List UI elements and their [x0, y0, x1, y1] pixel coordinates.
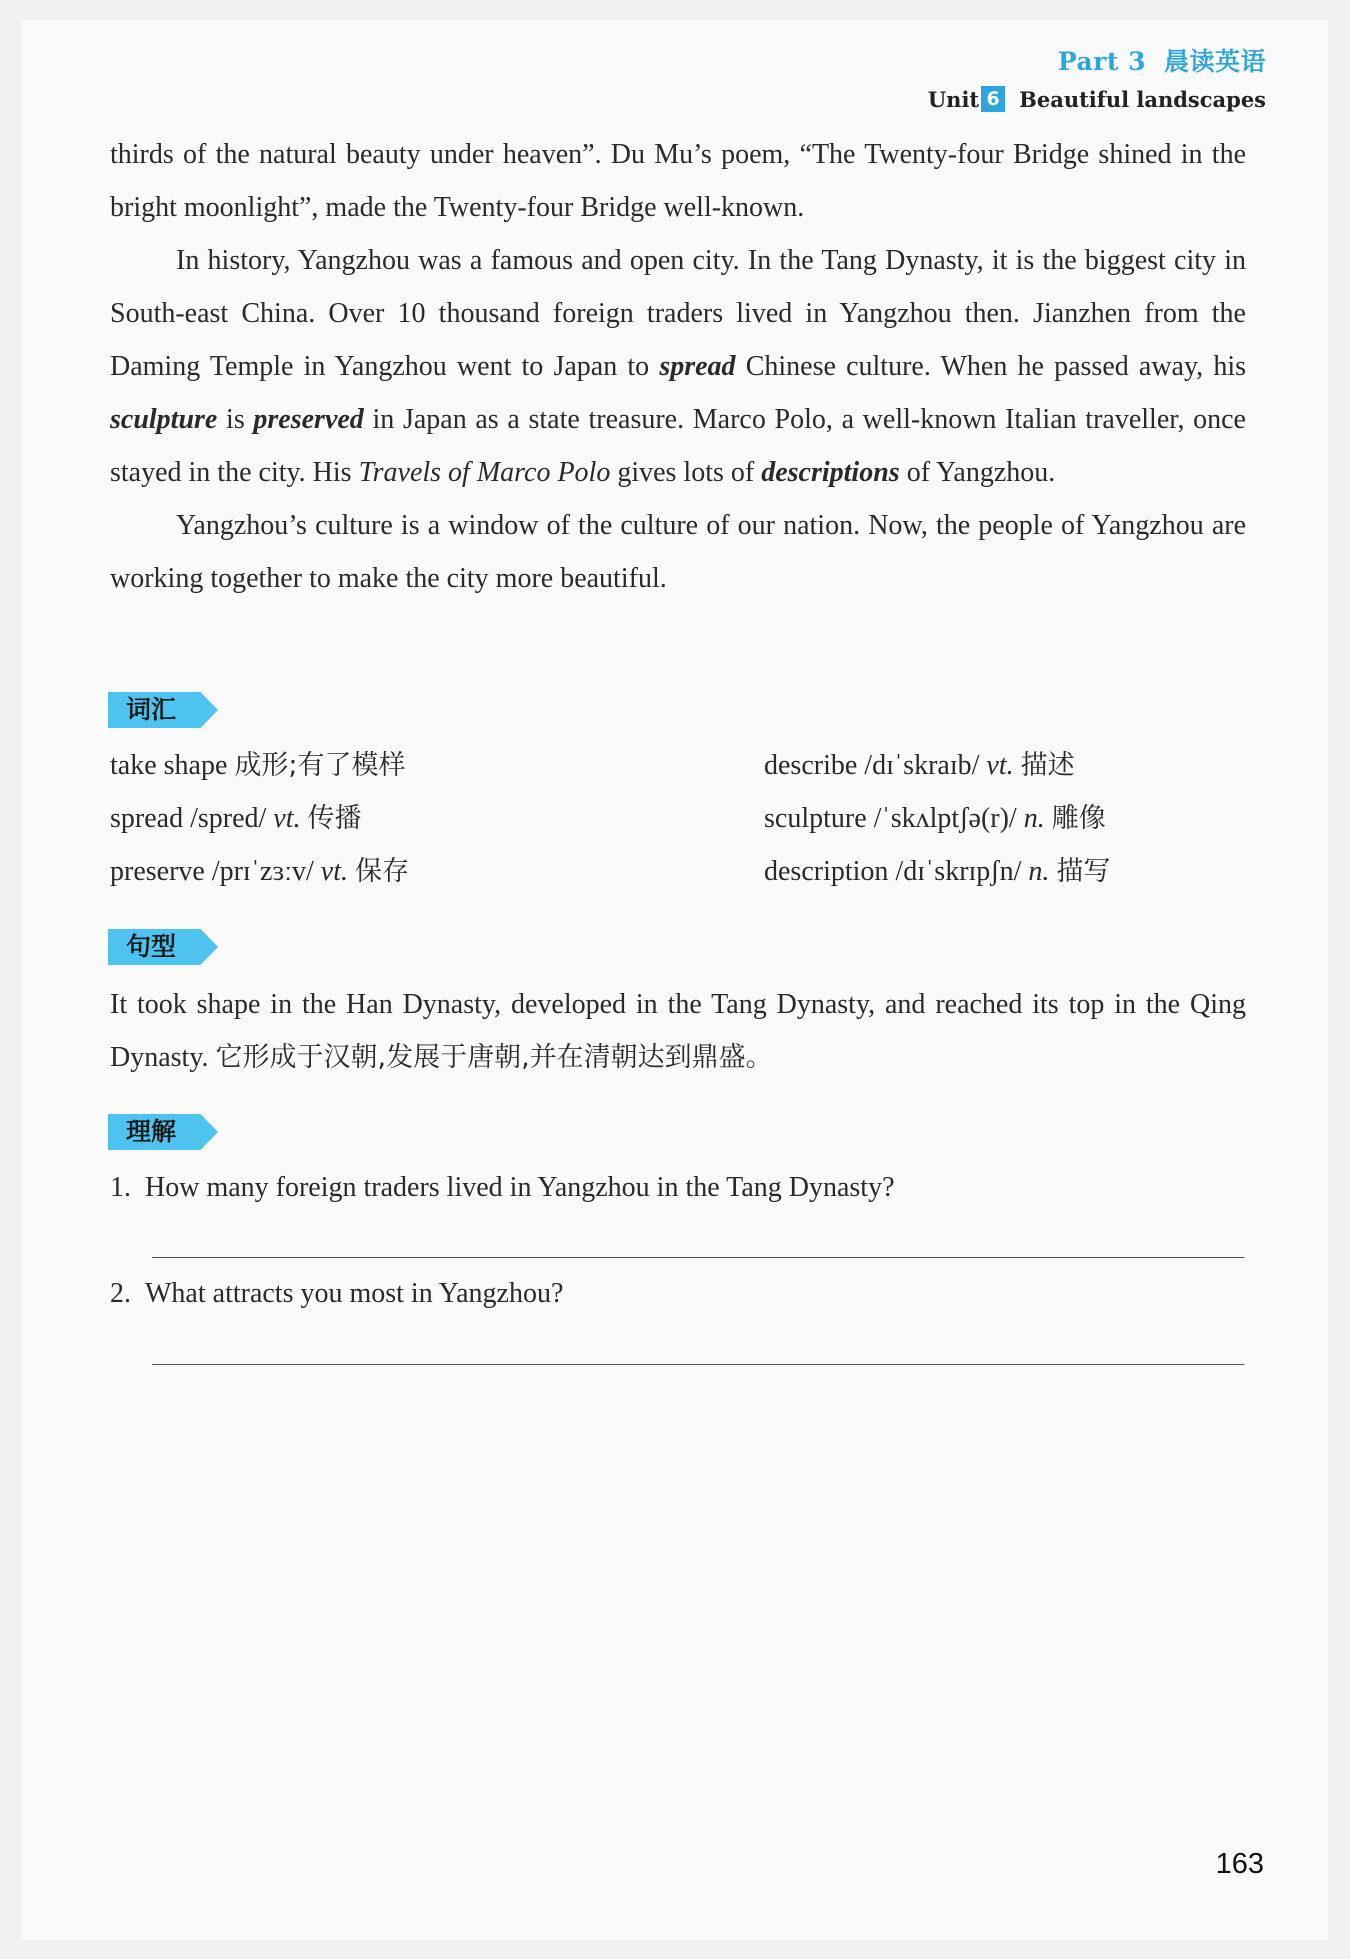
- sentence-pattern: [110, 978, 1246, 1084]
- unit-header: [928, 86, 1266, 112]
- part-title-cn: 晨读英语: [1163, 47, 1266, 76]
- paragraph-2: In history, Yangzhou was a famous and open city. In the Tang Dynasty, it is the biggest city in South-east China. Over 10 thousand foreign traders lived in Yangzhou then. Jianzhen from the Daming Temple in Yangzhou went to Japan to spread Chinese culture. When he passed away, his sculpture is preserved in Japan as a state treasure. Marco Polo, a well-known Italian traveller, once stayed in the city. His Travels of Marco Polo gives lots of descriptions of Yangzhou.: [110, 245, 1247, 488]
- question-2: 2. What attracts you most in Yangzhou?: [110, 1278, 564, 1309]
- keyword-spread: spread: [659, 351, 736, 382]
- sentence-section-tag: [108, 929, 176, 965]
- vocab-title: 词汇: [126, 695, 177, 724]
- keyword-sculpture: sculpture: [110, 404, 218, 435]
- reading-passage: [110, 128, 1246, 605]
- book-title: Travels of Marco Polo: [358, 457, 611, 488]
- vocab-item: sculpture /ˈskʌlptʃə(r)/ n. 雕像: [764, 803, 1106, 834]
- vocab-section-tag: [108, 692, 176, 728]
- sentence-english: It took shape in the Han Dynasty, developed in the Tang Dynasty, and reached its top in the Qing Dynasty.: [110, 989, 1246, 1073]
- sentence-title: 句型: [126, 932, 177, 961]
- keyword-descriptions: descriptions: [761, 457, 900, 488]
- vocab-item: describe /dɪˈskraɪb/ vt. 描述: [764, 750, 1075, 781]
- answer-line-1[interactable]: [152, 1257, 1244, 1258]
- answer-line-2[interactable]: [152, 1364, 1244, 1365]
- part-header: [1058, 42, 1266, 78]
- unit-title: Beautiful landscapes: [1019, 87, 1266, 112]
- keyword-preserved: preserved: [253, 404, 364, 435]
- vocab-item: preserve /prɪˈzɜːv/ vt. 保存: [110, 856, 409, 887]
- page-number: 163: [1215, 1848, 1264, 1880]
- comprehension-title: 理解: [126, 1117, 177, 1146]
- sentence-chinese: 它形成于汉朝,发展于唐朝,并在清朝达到鼎盛。: [215, 1042, 773, 1073]
- unit-label: Unit: [927, 87, 980, 112]
- vocab-item: spread /spred/ vt. 传播: [110, 803, 362, 834]
- paragraph-3: Yangzhou’s culture is a window of the culture of our nation. Now, the people of Yangzhou are working together to make the city more beautiful.: [110, 510, 1246, 594]
- paragraph-1: thirds of the natural beauty under heaven”. Du Mu’s poem, “The Twenty-four Bridge shined in the bright moonlight”, made the Twenty-four Bridge well-known.: [110, 139, 1246, 223]
- comprehension-section-tag: [108, 1114, 176, 1150]
- vocab-item: take shape 成形;有了模样: [110, 750, 406, 781]
- question-1: 1. How many foreign traders lived in Yangzhou in the Tang Dynasty?: [110, 1172, 895, 1203]
- part-label: Part 3: [1057, 47, 1146, 76]
- vocab-item: description /dɪˈskrɪpʃn/ n. 描写: [764, 856, 1111, 887]
- unit-number-badge: 6: [981, 86, 1005, 112]
